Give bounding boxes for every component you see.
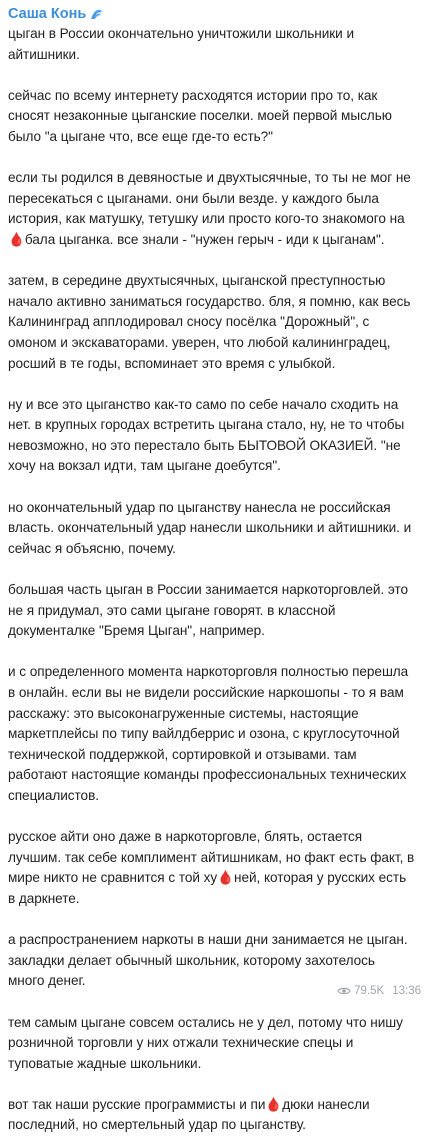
paragraph: вот так наши русские программисты и пи🩸дюки нанесли последний, но смертельный удар по цыганству. — [8, 1096, 370, 1133]
paragraph: тем самым цыгане совсем остались не у дел, потому что нишу розничной торговли у них отжали технические спецы и туповатые жадные школьники. — [8, 1014, 403, 1071]
paragraph: но окончательный удар по цыганству нанесла не российская власть. окончательный удар нанесли школьники и айтишники. и сейчас я объясню, почему. — [8, 499, 412, 556]
paragraph: сейчас по всему интернету расходятся истории про то, как сносят незаконные цыганские поселки. моей первой мыслью было "а цыгане что, все еще где-то есть?" — [8, 87, 392, 144]
paragraph: если ты родился в девяностые и двухтысячные, то ты не мог не пересекаться с цыганами. они были везде. у каждого была история, как матушку, тетушку или просто кого-то знакомого на🩸бала цыганка. все знали - "нужен герыч - иди к цыганам". — [8, 170, 411, 247]
message-text — [8, 24, 415, 1136]
post-time: 13:36 — [392, 985, 421, 997]
paragraph: ну и все это цыганство как-то само по себе начало сходить на нет. в крупных городах встретить цыгана стало, ну, не то чтобы невозможно, но это перестало быть БЫТОВОЙ ОКАЗИЕЙ. "не хочу на вокзал идти, там цыгане доебутся". — [8, 396, 405, 474]
post-header — [8, 4, 415, 24]
view-count: 79.5K — [354, 985, 385, 997]
wave-icon — [90, 7, 104, 21]
eye-icon — [337, 986, 351, 996]
paragraph: и с определенного момента наркоторговля полностью перешла в онлайн. если вы не видели российские наркошопы - то я вам расскажу: это высоконагруженные системы, настоящие маркетплейсы по типу вайлдберрис и озона, с круглосуточной технической поддержкой, сортировкой и отзывами. там работают настоящие команды профессиональных технических специалистов. — [8, 664, 409, 803]
paragraph: русское айти оно даже в наркоторговле, блять, остается лучшим. так себе комплимент айтишникам, но факт есть факт, в мире никто не сравнится с той ху🩸ней, которая у русских есть в даркнете. — [8, 829, 415, 906]
paragraph: цыган в России окончательно уничтожили школьники и айтишники. — [8, 26, 354, 62]
post-meta — [337, 985, 421, 997]
author-name[interactable]: Саша Конь — [8, 6, 87, 22]
paragraph: затем, в середине двухтысячных, цыганской преступностью начало активно заниматься государство. бля, я помню, как весь Калининград апплодировал сносу посёлка "Дорожный", с омоном и экскаваторами. уверен, что любой калининградец, росший в те годы, вспоминает это время с улыбкой. — [8, 273, 411, 371]
paragraph: а распространением наркоты в наши дни занимается не цыган. закладки делает обычный школьник, которому захотелось много денег. — [8, 932, 408, 989]
paragraph: большая часть цыган в России занимается наркоторговлей. это не я придумал, это сами цыгане говорят. в классной документалке "Бремя Цыган", например. — [8, 582, 409, 639]
